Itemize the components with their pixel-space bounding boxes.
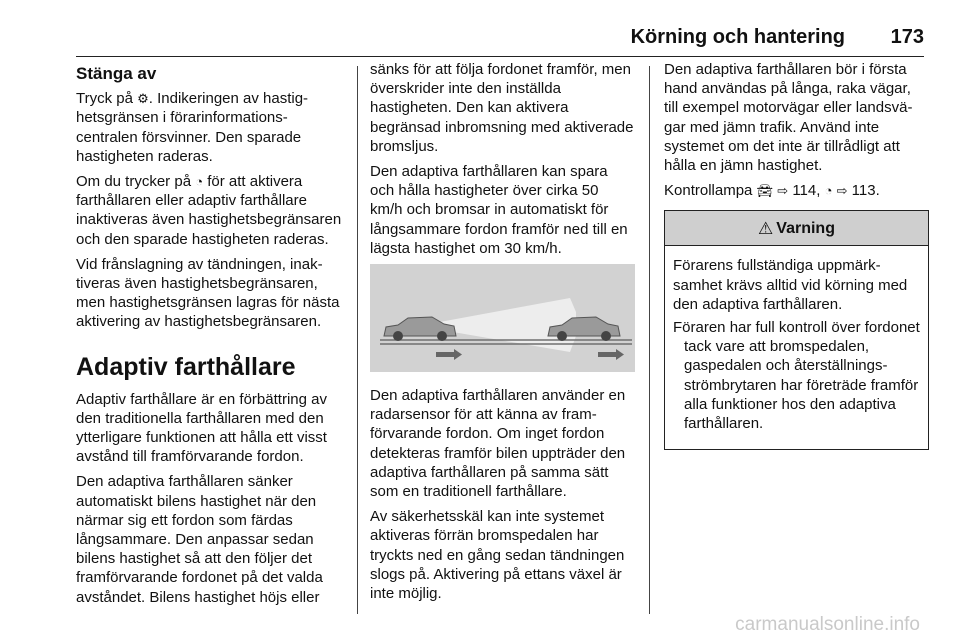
paragraph xyxy=(76,89,344,166)
paragraph: Adaptiv farthållare är en förbättring av den traditionella farthållaren med den ytterligare funktionen att hålla ett visst avstånd till framförvarande fordon. xyxy=(76,390,327,466)
paragraph: Den adaptiva farthållaren bör i första hand användas på långa, raka vägar, till exempel motorvägar eller landsvägar med jämn trafik. Använd inte systemet om det inte är tillrådligt att hålla en jämn hastighet. xyxy=(664,61,913,175)
paragraph xyxy=(76,172,344,249)
warning-box xyxy=(664,210,929,450)
text: 113. xyxy=(847,182,880,200)
warning-text: Föraren har full kontroll över fordonet tack vare att bromspedalen, gaspedalen och återställningsströmbrytaren har företräde framför alla funktioner hos den adaptiva farthållaren. xyxy=(673,319,920,433)
warning-triangle-icon: ⚠︎ xyxy=(758,218,774,238)
page-reference-icon: ⇨ xyxy=(777,183,789,199)
text: . Indikeringen av hastighetsgränsen i förarinformationscentralen försvinner. Den sparade hastigheten raderas. xyxy=(76,90,309,165)
text: Kontrollampa xyxy=(664,182,757,200)
text: Om du trycker på xyxy=(76,173,196,191)
text: för att aktivera farthållaren eller adaptiv farthållare inaktiveras även hastighetsbegränsaren och den sparade hastigheten raderas. xyxy=(76,173,342,248)
page-header xyxy=(0,0,960,56)
paragraph: Vid frånslagning av tändningen, inaktiveras även hastighetsbegränsaren, men hastighetsgränsen lagras för nästa aktivering av hastighetsbegränsaren. xyxy=(76,255,340,331)
warning-title: Varning xyxy=(776,219,835,237)
watermark: carmanualsonline.info xyxy=(735,614,920,635)
section-heading-adaptive-cruise: Adaptiv farthållare xyxy=(76,352,296,381)
vehicle-ahead-icon: 🚘︎ xyxy=(756,183,774,199)
paragraph: Den adaptiva farthållaren kan spara och hålla hastigheter över cirka 50 km/h och bromsar in automatiskt för långsammare fordon framför ned till en lägsta hastighet om 30 km/h. xyxy=(370,163,628,257)
speed-limiter-icon: ⚙︎ xyxy=(137,91,149,107)
paragraph: Av säkerhetsskäl kan inte systemet aktiveras förrän bromspedalen har tryckts ned en gång sedan tändningen slogs på. Aktivering på ettans växel är inte möjlig. xyxy=(370,508,625,603)
chapter-title: Körning och hantering xyxy=(630,26,845,48)
paragraph xyxy=(664,181,929,200)
column-2 xyxy=(370,60,635,609)
paragraph: Den adaptiva farthållaren sänker automatiskt bilens hastighet när den närmar sig ett fordon som färdas långsammare. Den anpassar sedan bilens hastighet så att den följer det framförvarande fordonet på det valda avståndet. Bilens hastighet höjs eller xyxy=(76,473,323,606)
warning-text: Förarens fullständiga uppmärksamhet krävs alltid vid körning med den adaptiva farthållaren. xyxy=(673,257,908,313)
text: 114, xyxy=(788,182,825,200)
cruise-control-icon: ◔ xyxy=(824,183,833,199)
cruise-control-icon: ◔ xyxy=(195,174,204,190)
column-divider-1 xyxy=(357,66,358,614)
column-3 xyxy=(664,60,929,450)
column-divider-2 xyxy=(649,66,650,614)
warning-body xyxy=(665,246,928,449)
subheading-turn-off: Stänga av xyxy=(76,64,157,83)
text: Tryck på xyxy=(76,90,138,108)
warning-header xyxy=(665,211,928,246)
paragraph: Den adaptiva farthållaren använder en radarsensor för att känna av framförvarande fordon. Om inget fordon detekteras framför bilen uppträder den adaptiva farthållaren på samma sätt som en traditionell farthållare. xyxy=(370,387,626,501)
radar-illustration xyxy=(370,264,635,372)
page-reference-icon: ⇨ xyxy=(836,183,848,199)
header-rule xyxy=(76,56,924,57)
paragraph: sänks för att följa fordonet framför, men överskrider inte den inställda hastigheten. Den kan aktivera begränsad inbromsning med aktiverade bromsljus. xyxy=(370,61,634,155)
page-number: 173 xyxy=(890,26,924,48)
column-1 xyxy=(76,60,344,613)
